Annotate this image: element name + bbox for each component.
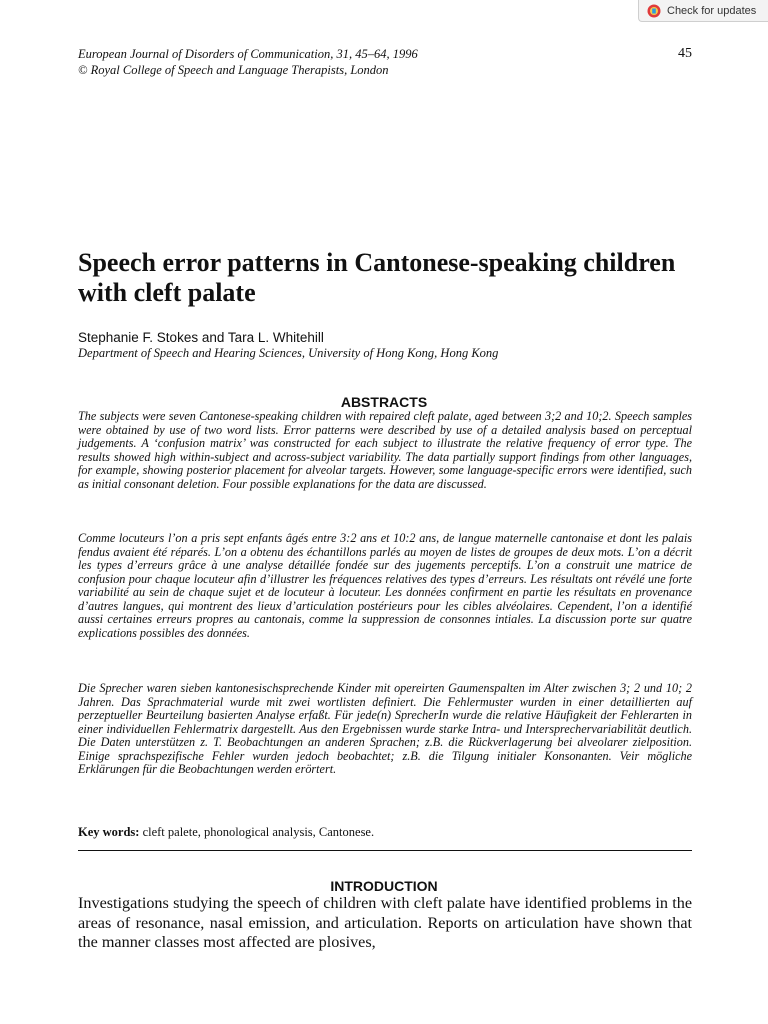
section-divider: [78, 850, 692, 851]
keywords: [78, 825, 374, 840]
journal-header: [78, 46, 692, 78]
check-for-updates-label: Check for updates: [667, 4, 757, 17]
journal-citation: European Journal of Disorders of Communication, 31, 45–64, 1996: [78, 47, 418, 61]
abstract-english: The subjects were seven Cantonese-speaking children with repaired cleft palate, aged between 3;2 and 10;2. Speech samples were obtained by use of two word lists. Error patterns were described by use of a detailed analysis based on perceptual judgements. A ‘confusion matrix’ was constructed for each subject to illustrate the relative frequency of error type. The results showed high within-subject and across-subject variability. The data partially support findings from other languages, for example, showing posterior placement for alveolar targets. However, some language-specific errors were identified, such as initial consonant deletion. Four possible explanations for the data are discussed.: [78, 409, 692, 491]
abstract-german: Die Sprecher waren sieben kantonesischsprechende Kinder mit opereirten Gaumenspalten im Alter zwischen 3; 2 und 10; 2 Jahren. Das Sprachmaterial wurde mit zwei wortlisten definiert. Die Fehlermuster wurden in einer detaillierten auf perzeptueller Beurteilung basierten Analyse erfaßt. Für jede(n) SprecherIn wurde die relative Häufigkeit der Fehlerarten in einer individuellen Fehlermatrix dargestellt. Aus den Ergebnissen wurde starke Intra- und Intersprechervariabilität deutlich. Die Daten unterstützen z. T. Beobachtungen an anderen Sprachen; z.B. die Rückverlagerung bei alveolarer zielposition. Einige sprachspezifische Fehler wurden jedoch beobachtet; z.B. die Tilgung initialer Konsonanten. Veir mögliche Erklärungen für die Beobachtungen werden erörtert.: [78, 681, 692, 776]
page-number: 45: [678, 46, 692, 61]
check-for-updates-button[interactable]: [638, 0, 768, 22]
affiliation: Department of Speech and Hearing Sciences, University of Hong Kong, Hong Kong: [78, 346, 499, 360]
abstracts-heading: ABSTRACTS: [340, 394, 428, 410]
keywords-value: cleft palete, phonological analysis, Cantonese.: [139, 825, 375, 839]
authors: Stephanie F. Stokes and Tara L. Whitehill: [78, 330, 324, 345]
introduction-heading: INTRODUCTION: [330, 878, 438, 894]
copyright-line: © Royal College of Speech and Language Therapists, London: [78, 63, 389, 77]
abstract-french: Comme locuteurs l’on a pris sept enfants âgés entre 3:2 ans et 10:2 ans, de langue maternelle cantonaise et dont les palais fendus avaient été réparés. L’on a obtenu des échantillons parlés au moyen de listes de groupes de deux mots. L’on a décrit les types d’erreurs grâce à une analyse détaillée fondée sur des jugements perceptifs. L’on a construit une matrice de confusion pour chaque locuteur afin d’illustrer les fréquences relatives des types d’erreurs. Les résultats ont révélé une forte variabilité au sein de chaque sujet et de locuteur à locuteur. Les données confirment en partie les résultats en provenance d’autres langues, qui montrent des lieux d’articulation postérieurs pour les cibles alvéolaires. Cependent, l’on a identifié aussi certaines erreurs propres au cantonais, comme la suppression de consonnes intiales. La discussion porte sur quatre explications possibles des données.: [78, 531, 692, 640]
crossmark-icon: [647, 4, 661, 18]
article-title: Speech error patterns in Cantonese-speaking children with cleft palate: [78, 248, 676, 307]
keywords-label: Key words:: [78, 825, 140, 839]
introduction-text: Investigations studying the speech of children with cleft palate have identified problems in the areas of resonance, nasal emission, and articulation. Reports on articulation have shown that the manner classes most affected are plosives,: [78, 894, 692, 951]
